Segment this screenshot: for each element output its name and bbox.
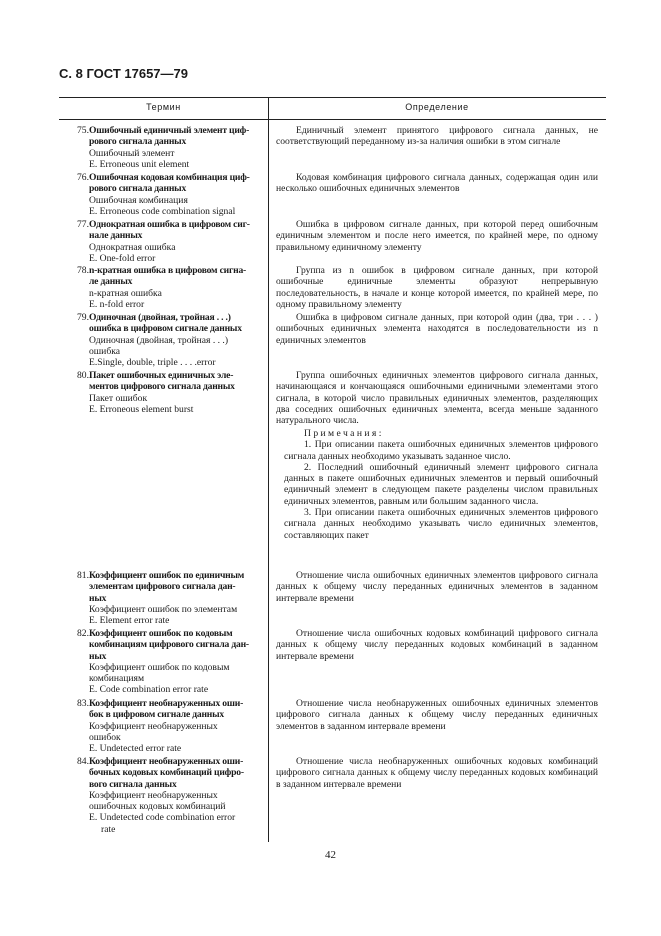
term-main-line: Однократная ошибка в цифровом сиг- bbox=[89, 219, 250, 230]
term-main-line: Коэффициент ошибок по кодовым bbox=[89, 628, 233, 639]
term-english-line: E.Single, double, triple . . . .error bbox=[89, 357, 216, 369]
term-synonym-line: Коэффициент ошибок по элементам bbox=[89, 603, 238, 615]
term-main-line: n-кратная ошибка в цифровом сигна- bbox=[89, 265, 247, 276]
entry-number: 80. bbox=[77, 370, 89, 381]
definition-text: Ошибка в цифровом сигнале данных, при которой один (два, три . . . ) ошибочных единичных элемента находятся в последовательности из n единичных элементов bbox=[276, 312, 598, 346]
page-header: С. 8 ГОСТ 17657—79 bbox=[59, 66, 188, 81]
definition-text: Группа ошибочных единичных элементов цифрового сигнала данных, начинающаяся и кончающаяся ошибочными единичными элементами этого сигнала, в которой число правильных единичных элементов, разделяющих два соседних ошибочных единичных элемента, всегда меньше заданного натурального числа. bbox=[276, 370, 598, 427]
term-main-line: Коэффициент необнаруженных оши- bbox=[89, 698, 244, 709]
term-main-line: ошибка в цифровом сигнале данных bbox=[89, 323, 242, 335]
term-synonym-line: ошибочных кодовых комбинаций bbox=[89, 801, 226, 813]
term-english-line: E. Erroneous element burst bbox=[89, 403, 194, 415]
term-english-line: E. Erroneous unit element bbox=[89, 158, 190, 170]
notes-title: Примечания: bbox=[304, 428, 384, 439]
column-divider bbox=[268, 97, 269, 842]
term-main-line: бок в цифровом сигнале данных bbox=[89, 709, 225, 721]
term-english-line: E. Code combination error rate bbox=[89, 684, 209, 696]
column-header-term: Термин bbox=[146, 102, 181, 112]
entry-number: 75. bbox=[77, 125, 89, 136]
entry-number: 82. bbox=[77, 628, 89, 639]
term-english-line: E. Erroneous code combination signal bbox=[89, 205, 236, 217]
table-header-rule bbox=[59, 119, 606, 120]
term-main-line: Коэффициент необнаруженных оши- bbox=[89, 756, 244, 767]
term-main-line: ных bbox=[89, 592, 107, 604]
term-english-line: E. Element error rate bbox=[89, 615, 170, 627]
term-synonym-line: ошибок bbox=[89, 731, 121, 743]
term-main-line: нале данных bbox=[89, 230, 143, 242]
term-english-line: E. Undetected error rate bbox=[89, 743, 182, 755]
term-synonym-line: n-кратная ошибка bbox=[89, 287, 162, 299]
term-synonym-line: Одиночная (двойная, тройная . . .) bbox=[89, 334, 229, 346]
term-english-line: E. n-fold error bbox=[89, 298, 145, 310]
entry-number: 81. bbox=[77, 570, 89, 581]
term-synonym-line: Коэффициент необнаруженных bbox=[89, 789, 218, 801]
term-main-line: Ошибочный единичный элемент циф- bbox=[89, 125, 250, 136]
definition-text: Единичный элемент принятого цифрового сигнала данных, не соответствующий переданному из-за наличия ошибки в этом сигнале bbox=[276, 125, 598, 148]
term-synonym-line: Однократная ошибка bbox=[89, 241, 176, 253]
definition-text: Отношение числа необнаруженных ошибочных единичных элементов цифрового сигнала данных к общему числу переданных единичных элементов в заданном интервале времени bbox=[276, 698, 598, 732]
term-main-line: ле данных bbox=[89, 276, 133, 288]
term-synonym-line: Коэффициент ошибок по кодовым bbox=[89, 661, 230, 673]
definition-text: Ошибка в цифровом сигнале данных, при которой перед ошибочным единичным элементом и после него имеется, по крайней мере, по одному правильному единичному элементу bbox=[276, 219, 598, 253]
term-main-line: рового сигнала данных bbox=[89, 136, 187, 148]
term-english-line: E. One-fold error bbox=[89, 252, 156, 264]
term-main-line: комбинациям цифрового сигнала дан- bbox=[89, 639, 249, 651]
term-main-line: ментов цифрового сигнала данных bbox=[89, 381, 235, 393]
term-main-line: элементам цифрового сигнала дан- bbox=[89, 581, 236, 593]
note-item: 2. Последний ошибочный единичный элемент цифрового сигнала данных в пакете ошибочных единичных элементов и первый ошибочный единичный элемент в следующем пакете разделены числом правильных единичных элементов, равным или большим заданного числа. bbox=[284, 461, 598, 507]
entry-number: 84. bbox=[77, 756, 89, 767]
table-top-rule bbox=[59, 97, 606, 98]
term-main-line: ных bbox=[89, 650, 107, 662]
term-main-line: бочных кодовых комбинаций цифро- bbox=[89, 767, 244, 779]
entry-number: 76. bbox=[77, 172, 89, 183]
notes-block bbox=[284, 428, 598, 541]
page-number: 42 bbox=[325, 849, 336, 861]
entry-number: 78. bbox=[77, 265, 89, 276]
term-main-line: Одиночная (двойная, тройная . . .) bbox=[89, 312, 231, 323]
term-synonym-line: Коэффициент необнаруженных bbox=[89, 720, 218, 732]
entry-number: 83. bbox=[77, 698, 89, 709]
term-synonym-line: Ошибочная комбинация bbox=[89, 194, 188, 206]
entry-number: 79. bbox=[77, 312, 89, 323]
column-header-definition: Определение bbox=[405, 102, 469, 112]
definition-text: Группа из n ошибок в цифровом сигнале данных, при которой ошибочные единичные элементы образуют непрерывную последовательность, в начале и конце которой имеется, по крайней мере, по одному правильному элементу bbox=[276, 265, 598, 310]
term-synonym-line: ошибка bbox=[89, 345, 120, 357]
note-item: 3. При описании пакета ошибочных единичных элементов цифрового сигнала данных необходимо указывать число единичных элементов, составляющих пакет bbox=[284, 507, 598, 541]
term-main-line: Коэффициент ошибок по единичным bbox=[89, 570, 245, 581]
term-main-line: рового сигнала данных bbox=[89, 183, 187, 195]
term-main-line: вого сигнала данных bbox=[89, 778, 177, 790]
note-item: 1. При описании пакета ошибочных единичных элементов цифрового сигнала данных необходимо указывать заданное число. bbox=[284, 439, 598, 462]
definition-text: Отношение числа ошибочных кодовых комбинаций цифрового сигнала данных к общему числу переданных кодовых комбинаций в заданном интервале времени bbox=[276, 628, 598, 662]
term-english-line: rate bbox=[101, 823, 116, 835]
term-main-line: Пакет ошибочных единичных эле- bbox=[89, 370, 234, 381]
entry-number: 77. bbox=[77, 219, 89, 230]
definition-text: Отношение числа ошибочных единичных элементов цифрового сигнала данных к общему числу переданных единичных элементов в заданном интервале времени bbox=[276, 570, 598, 604]
term-english-line: E. Undetected code combination error bbox=[89, 812, 236, 824]
term-synonym-line: комбинациям bbox=[89, 673, 145, 685]
term-synonym-line: Пакет ошибок bbox=[89, 392, 148, 404]
term-main-line: Ошибочная кодовая комбинация циф- bbox=[89, 172, 250, 183]
definition-text: Отношение числа необнаруженных ошибочных кодовых комбинаций цифрового сигнала данных к общему числу переданных кодовых комбинаций в заданном интервале времени bbox=[276, 756, 598, 790]
definition-text: Кодовая комбинация цифрового сигнала данных, содержащая один или несколько ошибочных единичных элементов bbox=[276, 172, 598, 195]
term-synonym-line: Ошибочный элемент bbox=[89, 147, 175, 159]
